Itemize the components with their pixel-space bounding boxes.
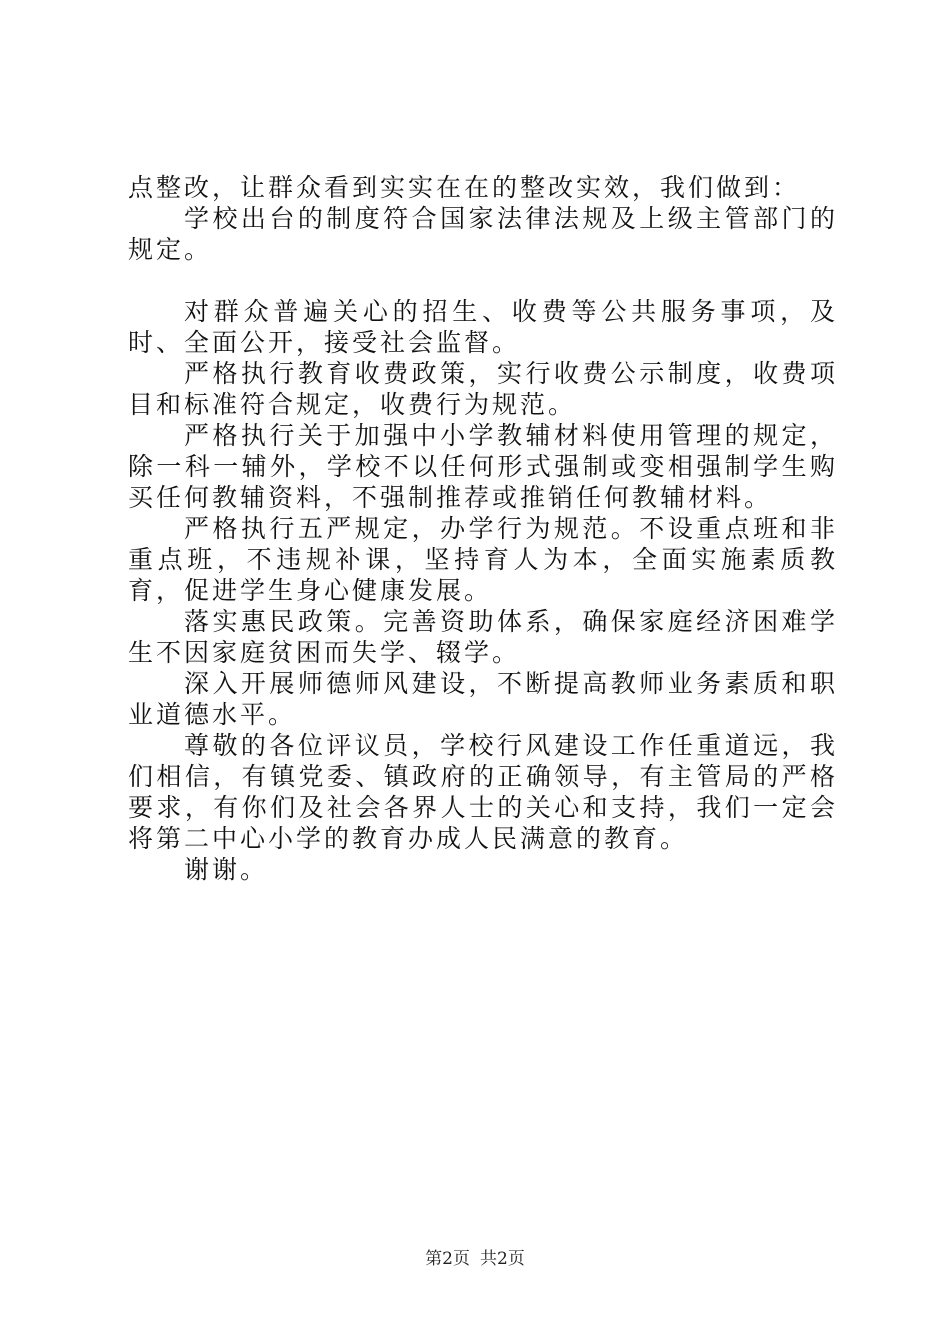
paragraph-regulations: 学校出台的制度符合国家法律法规及上级主管部门的规定。 — [128, 204, 838, 264]
paragraph-thanks: 谢谢。 — [184, 855, 269, 884]
paragraph-benefit-policy: 落实惠民政策。完善资助体系，确保家庭经济困难学生不因家庭贫困而失学、辍学。 — [128, 607, 838, 667]
page-total: 共2页 — [480, 1249, 525, 1269]
page-footer — [0, 1244, 950, 1269]
paragraph-closing: 尊敬的各位评议员，学校行风建设工作任重道远，我们相信，有镇党委、镇政府的正确领导，有主管局的严格要求，有你们及社会各界人士的关心和支持，我们一定会将第二中心小学的教育办成人民满意的教育。 — [128, 731, 838, 853]
paragraph-teaching-materials: 严格执行关于加强中小学教辅材料使用管理的规定，除一科一辅外，学校不以任何形式强制或变相强制学生购买任何教辅资料，不强制推荐或推销任何教辅材料。 — [128, 421, 838, 512]
paragraph-teacher-ethics: 深入开展师德师风建设，不断提高教师业务素质和职业道德水平。 — [128, 669, 838, 729]
page-number: 第2页 — [425, 1249, 470, 1269]
paragraph-fee-policy: 严格执行教育收费政策，实行收费公示制度，收费项目和标准符合规定，收费行为规范。 — [128, 359, 838, 419]
paragraph-school-conduct: 严格执行五严规定，办学行为规范。不设重点班和非重点班，不违规补课，坚持育人为本，全面实施素质教育，促进学生身心健康发展。 — [128, 514, 838, 605]
document-body — [128, 172, 838, 885]
paragraph-public-disclosure: 对群众普遍关心的招生、收费等公共服务事项，及时、全面公开，接受社会监督。 — [128, 297, 838, 357]
paragraph-continuation: 点整改，让群众看到实实在在的整改实效，我们做到： — [128, 173, 801, 202]
